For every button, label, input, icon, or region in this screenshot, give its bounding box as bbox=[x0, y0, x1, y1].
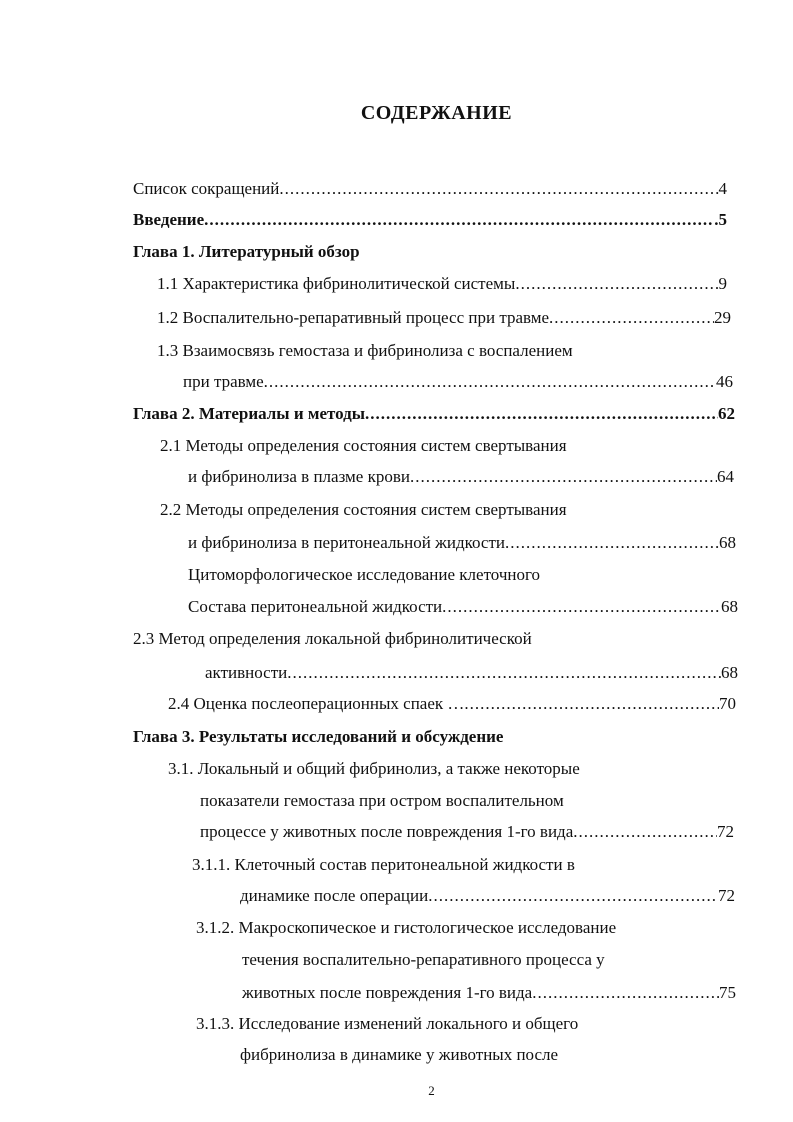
toc-entry-title: 2.3 Метод определения локальной фибринолитической bbox=[133, 629, 532, 648]
toc-entry bbox=[168, 692, 736, 716]
toc-entry-page: 72 bbox=[717, 822, 734, 841]
toc-entry-title: 2.2 Методы определения состояния систем свертывания bbox=[160, 500, 567, 519]
toc-entry-title: животных после повреждения 1-го вида bbox=[242, 983, 533, 1002]
toc-entry-title: 3.1. Локальный и общий фибринолиз, а также некоторые bbox=[168, 759, 580, 778]
toc-entry-page: 68 bbox=[721, 663, 738, 682]
toc-leader-dots bbox=[287, 661, 721, 685]
toc-leader-dots bbox=[365, 402, 718, 426]
toc-entry-title: 3.1.1. Клеточный состав перитонеальной жидкости в bbox=[192, 855, 575, 874]
toc-entry bbox=[157, 306, 731, 330]
toc-leader-dots bbox=[279, 177, 718, 201]
toc-entry-title: Состава перитонеальной жидкости bbox=[188, 597, 443, 616]
toc-entry-page: 46 bbox=[716, 372, 733, 391]
toc-leader-dots bbox=[515, 272, 718, 296]
toc-entry-title: при травме bbox=[183, 372, 264, 391]
toc-entry-title: Глава 2. Материалы и методы bbox=[133, 404, 366, 423]
toc-entry-title: и фибринолиза в плазме крови bbox=[188, 467, 410, 486]
page-title: СОДЕРЖАНИЕ bbox=[360, 102, 513, 124]
toc-entry bbox=[188, 595, 738, 619]
toc-entry bbox=[240, 884, 735, 908]
toc-entry-title: 1.2 Воспалительно-репаративный процесс при травме bbox=[157, 308, 550, 327]
toc-leader-dots bbox=[264, 370, 716, 394]
toc-entry-title: фибринолиза в динамике у животных после bbox=[240, 1045, 559, 1064]
toc-leader-dots bbox=[532, 981, 719, 1005]
toc-entry bbox=[188, 531, 736, 555]
toc-entry-title: 3.1.3. Исследование изменений локального и общего bbox=[196, 1014, 579, 1033]
toc-entry-title: показатели гемостаза при остром воспалительном bbox=[200, 791, 564, 810]
toc-leader-dots bbox=[573, 820, 717, 844]
toc-entry bbox=[242, 981, 736, 1005]
toc-entry-title: Введение bbox=[133, 210, 205, 229]
toc-entry-title: активности bbox=[205, 663, 288, 682]
toc-entry bbox=[200, 820, 734, 844]
toc-entry bbox=[183, 370, 733, 394]
toc-entry-page: 64 bbox=[717, 467, 734, 486]
toc-entry bbox=[188, 465, 734, 489]
toc-entry-title: процессе у животных после повреждения 1-го вида bbox=[200, 822, 574, 841]
toc-entry-title: 1.1 Характеристика фибринолитической системы bbox=[157, 274, 516, 293]
toc-chapter-heading: Глава 3. Результаты исследований и обсуждение bbox=[133, 727, 504, 746]
toc-entry-title: 2.4 Оценка послеоперационных спаек … bbox=[168, 694, 465, 713]
toc-entry bbox=[133, 402, 735, 426]
toc-entry-title: 3.1.2. Макроскопическое и гистологическое исследование bbox=[196, 918, 617, 937]
toc-leader-dots bbox=[464, 692, 719, 716]
toc-entry-page: 4 bbox=[718, 179, 727, 198]
toc-entry-page: 29 bbox=[714, 308, 731, 327]
toc-entry-title: 2.1 Методы определения состояния систем свертывания bbox=[160, 436, 567, 455]
toc-entry-page: 62 bbox=[718, 404, 735, 423]
toc-entry-page: 9 bbox=[718, 274, 727, 293]
toc-entry-title: 1.3 Взаимосвязь гемостаза и фибринолиза с воспалением bbox=[157, 341, 573, 360]
toc-entry-title: течения воспалительно-репаративного процесса у bbox=[242, 950, 605, 969]
toc-leader-dots bbox=[505, 531, 719, 555]
toc-entry-title: динамике после операции bbox=[240, 886, 429, 905]
toc-chapter-heading: Глава 1. Литературный обзор bbox=[133, 242, 360, 261]
toc-entry-title: Цитоморфологическое исследование клеточного bbox=[188, 565, 541, 584]
toc-entry-title: Список сокращений bbox=[133, 179, 280, 198]
toc-entry-page: 68 bbox=[719, 533, 736, 552]
page-number: 2 bbox=[428, 1083, 435, 1098]
toc-leader-dots bbox=[204, 208, 714, 232]
toc-leader-dots bbox=[442, 595, 721, 619]
toc-entry bbox=[157, 272, 727, 296]
toc-entry bbox=[133, 208, 727, 232]
toc-entry bbox=[205, 661, 738, 685]
toc-leader-dots bbox=[410, 465, 717, 489]
toc-entry-page: 72 bbox=[718, 886, 735, 905]
toc-entry-page: 75 bbox=[719, 983, 736, 1002]
toc-entry-page: .5 bbox=[714, 210, 727, 229]
toc-entry-page: 70 bbox=[719, 694, 736, 713]
toc-leader-dots bbox=[428, 884, 718, 908]
toc-leader-dots bbox=[549, 306, 714, 330]
toc-entry bbox=[133, 177, 727, 201]
toc-entry-title: и фибринолиза в перитонеальной жидкости bbox=[188, 533, 506, 552]
toc-entry-page: 68 bbox=[721, 597, 738, 616]
